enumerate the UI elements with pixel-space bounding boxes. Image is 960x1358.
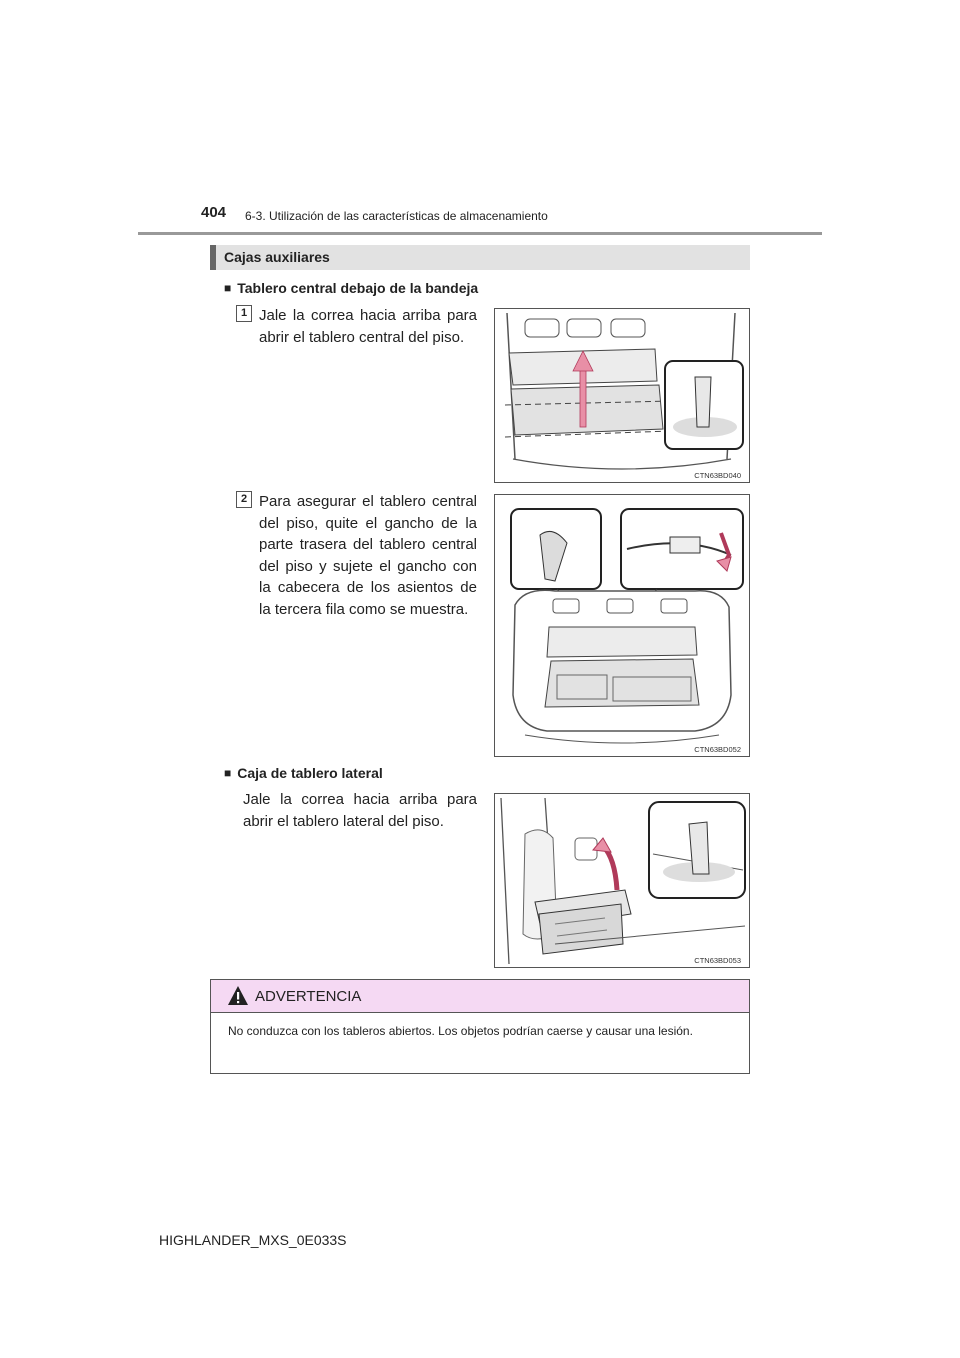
- square-bullet-icon: ■: [224, 766, 232, 780]
- side-box-text: Jale la correa hacia arriba para abrir el tablero lateral del piso.: [243, 791, 477, 830]
- trunk-floor-open-illustration: [495, 309, 749, 482]
- hook-attach-illustration: [495, 495, 749, 756]
- page-number: 404: [201, 204, 227, 221]
- warning-triangle-icon: [227, 985, 249, 1007]
- figure-step2: [494, 494, 750, 757]
- warning-box: [210, 979, 750, 1074]
- document-code: HIGHLANDER_MXS_0E033S: [159, 1232, 347, 1248]
- warning-title: ADVERTENCIA: [255, 988, 362, 1005]
- figure-code-2: CTN63BD052: [694, 745, 741, 754]
- side-box-illustration: [495, 794, 749, 967]
- section-title: Cajas auxiliares: [224, 249, 330, 265]
- side-box-heading: [224, 765, 383, 781]
- step-number-1: 1: [236, 305, 252, 322]
- square-bullet-icon: ■: [224, 281, 232, 295]
- warning-header: [211, 980, 749, 1013]
- step-number-2: 2: [236, 491, 252, 508]
- center-board-heading: [224, 280, 478, 296]
- chapter-title: 6-3. Utilización de las características de almacenamiento: [245, 209, 548, 223]
- figure-step1: [494, 308, 750, 483]
- center-board-heading-text: Tablero central debajo de la bandeja: [237, 280, 479, 296]
- figure-side-box: [494, 793, 750, 968]
- figure-code-1: CTN63BD040: [694, 471, 741, 480]
- figure-code-3: CTN63BD053: [694, 956, 741, 965]
- header-rule: [138, 232, 822, 235]
- step2-text: Para asegurar el tablero central del piso, quite el gancho de la parte trasera del tablero central del piso y sujete el gancho con la cabecera de los asientos de la tercera fila como se muestra.: [259, 493, 477, 618]
- step1-text: Jale la correa hacia arriba para abrir el tablero central del piso.: [259, 307, 477, 346]
- warning-text: No conduzca con los tableros abiertos. Los objetos podrían caerse y causar una lesión.: [228, 1024, 693, 1038]
- side-box-heading-text: Caja de tablero lateral: [237, 765, 383, 781]
